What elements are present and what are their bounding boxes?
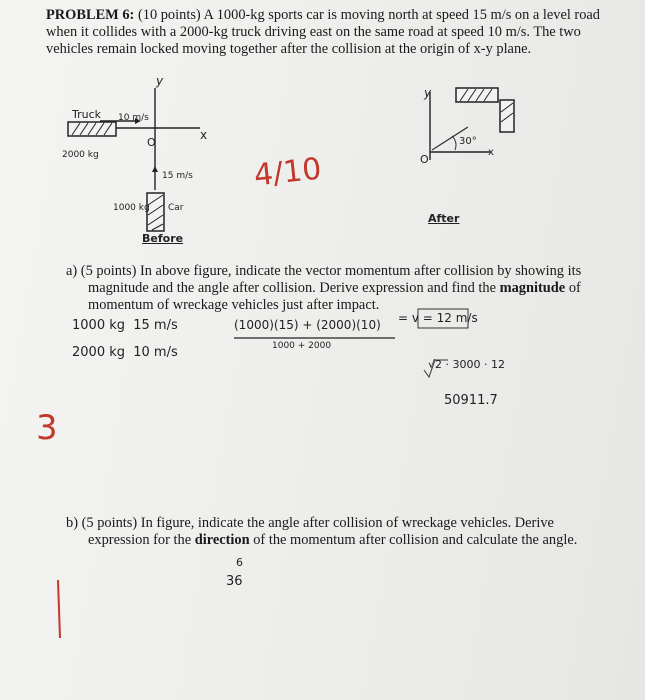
car-speed: 15 m/s: [162, 171, 193, 181]
truck-label: Truck: [72, 108, 102, 121]
grade-note: 4/10: [252, 151, 324, 194]
after-angle-note: 30°: [459, 136, 477, 147]
work-b-superscript: 6: [236, 556, 243, 569]
part-b-line-1-text: In figure, indicate the angle after collision of wreckage vehicles. Derive: [140, 515, 554, 531]
before-origin-label: O: [147, 136, 156, 149]
angle-arc: [452, 136, 456, 150]
truck-speed: 10 m/s: [118, 113, 149, 123]
after-y-label: y: [424, 86, 432, 100]
part-b-line-2: expression for the direction of the momentum after collision and calculate the angle.: [88, 532, 578, 548]
work-a-sqrt: √2 · 3000 · 12: [428, 358, 505, 371]
part-a-line-1: [66, 263, 581, 280]
truck-mass: 2000 kg: [62, 150, 99, 160]
part-a-points: (5 points): [80, 263, 137, 279]
problem-line-2: when it collides with a 2000-kg truck driving east on the same road at speed 10 m/s. The two: [46, 24, 581, 40]
car-mass: 1000 kg: [113, 203, 150, 213]
score-a: 3: [36, 408, 58, 448]
part-a-line-3: momentum of wreckage vehicles just after impact.: [88, 297, 380, 313]
after-x-label: x: [488, 147, 494, 158]
part-a-line-1-text: In above figure, indicate the vector momentum after collision by showing its: [139, 263, 582, 279]
work-b-answer: 36: [226, 574, 243, 589]
part-b-direction-keyword: direction: [194, 532, 250, 548]
work-a-numerator: (1000)(15) + (2000)(10): [234, 318, 381, 332]
problem-heading: PROBLEM 6:: [46, 7, 135, 23]
before-y-label: y: [156, 74, 164, 88]
wreck-car-shape: [500, 100, 514, 132]
problem-line-3: vehicles remain locked moving together after the collision at the origin of x-y plane.: [46, 41, 532, 57]
after-origin-label: O: [420, 153, 429, 166]
work-a-row1: 1000 kg 15 m/s: [72, 318, 178, 333]
car-label: Car: [168, 203, 184, 213]
work-a-denominator: 1000 + 2000: [272, 341, 332, 351]
part-a-magnitude-keyword: magnitude: [499, 280, 566, 296]
after-caption: After: [428, 212, 460, 225]
after-diagram: [430, 88, 514, 160]
before-caption: Before: [142, 232, 184, 245]
part-a-line-2: magnitude and the angle after collision. Derive expression and find the magnitude of: [88, 280, 581, 296]
work-a-result: 50911.7: [444, 393, 498, 408]
score-b-mark: [58, 580, 60, 638]
part-b-line-1: [66, 515, 554, 532]
problem-line-1-text: A 1000-kg sports car is moving north at speed 15 m/s on a level road: [203, 7, 601, 23]
before-x-label: x: [200, 128, 208, 142]
problem-points: (10 points): [137, 7, 201, 23]
part-b-label: b): [66, 515, 78, 531]
part-b-points: (5 points): [81, 515, 138, 531]
work-a-equals: = v = 12 m/s: [398, 311, 478, 325]
part-a-label: a): [66, 263, 78, 279]
score-b: [54, 578, 55, 579]
work-a-row2: 2000 kg 10 m/s: [72, 345, 178, 360]
